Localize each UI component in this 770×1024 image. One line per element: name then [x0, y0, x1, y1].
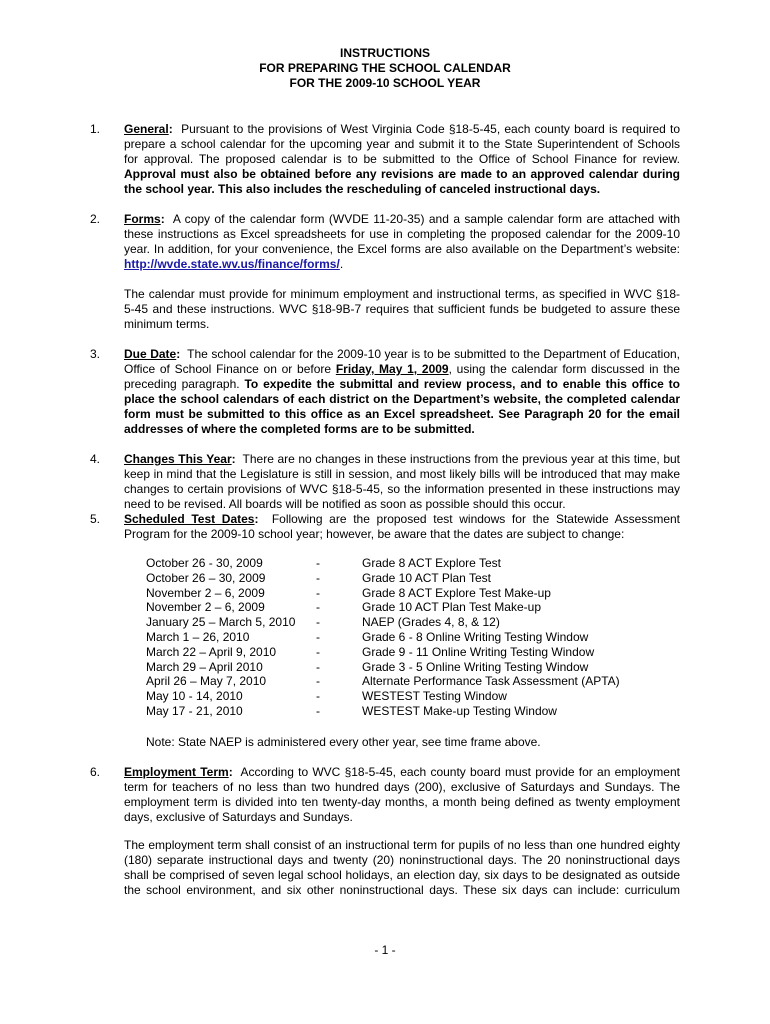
title-line-3: FOR THE 2009-10 SCHOOL YEAR — [289, 76, 481, 90]
test-name: Grade 10 ACT Plan Test — [362, 570, 491, 585]
section-tests — [124, 512, 680, 542]
test-separator: - — [316, 556, 320, 570]
test-separator: - — [316, 703, 320, 718]
test-name: NAEP (Grades 4, 8, & 12) — [362, 615, 500, 630]
section-forms-paragraph-2 — [124, 287, 680, 332]
forms-p2-line-2: 5-45 and these instructions. WVC §18-9B-7 requires that sufficient funds be budgeted to assure these — [124, 302, 680, 316]
test-date: April 26 – May 7, 2010 — [146, 674, 267, 689]
tests-note: Note: State NAEP is administered every other year, see time frame above. — [146, 735, 541, 749]
item-number-4: 4. — [90, 452, 101, 466]
general-line-2: prepare a school calendar for the upcoming year and submit it to the State Superintendent of Schools — [124, 137, 680, 151]
general-line-5: the school year. This also includes the rescheduling of canceled instructional days. — [124, 182, 601, 196]
section-general — [124, 122, 680, 197]
forms-website-link[interactable]: http://wvde.state.wv.us/finance/forms/ — [124, 257, 340, 271]
item-number-2: 2. — [90, 212, 101, 226]
section-forms — [124, 212, 680, 272]
due-date-deadline: Friday, May 1, 2009 — [335, 362, 449, 376]
changes-line-4: need to be revised. All boards will be notified as soon as possible should this occur. — [124, 497, 566, 511]
due-date-line-2: Office of School Finance on or before Friday, May 1, 2009, using the calendar form discussed in the — [124, 362, 680, 376]
title-line-2: FOR PREPARING THE SCHOOL CALENDAR — [259, 61, 511, 75]
general-heading: General — [124, 122, 169, 136]
test-name: Grade 8 ACT Explore Test Make-up — [362, 585, 551, 600]
test-date: November 2 – 6, 2009 — [146, 600, 265, 615]
test-name: Grade 6 - 8 Online Writing Testing Window — [362, 629, 589, 644]
test-date: March 22 – April 9, 2010 — [146, 644, 277, 659]
test-name: Grade 3 - 5 Online Writing Testing Window — [362, 659, 589, 674]
section-due-date — [124, 347, 680, 437]
test-separator: - — [316, 644, 320, 659]
test-separator: - — [316, 629, 320, 644]
due-date-line-5: form must be submitted to this office as an Excel spreadsheet. See Paragraph 20 for the email — [124, 407, 680, 421]
tests-line-1: Scheduled Test Dates: Following are the proposed test windows for the Statewide Assessment — [124, 512, 681, 526]
item-number-5: 5. — [90, 512, 101, 526]
test-name: Alternate Performance Task Assessment (APTA) — [362, 674, 620, 689]
general-line-4: Approval must also be obtained before any revisions are made to an approved calendar during — [124, 167, 680, 181]
test-name: Grade 8 ACT Explore Test — [362, 556, 501, 570]
employment-p2-line-4: the school environment, and six other noninstructional days. These six days can include: curriculum — [124, 883, 680, 897]
employment-p2-line-2: (180) separate instructional days and twenty (20) noninstructional days. The 20 noninstructional days — [124, 853, 680, 867]
section-changes — [124, 452, 680, 512]
test-date: October 26 - 30, 2009 — [146, 556, 263, 570]
test-name: WESTEST Make-up Testing Window — [362, 703, 557, 718]
test-date: November 2 – 6, 2009 — [146, 585, 265, 600]
item-number-3: 3. — [90, 347, 101, 361]
forms-p2-line-1: The calendar must provide for minimum employment and instructional terms, as specified in WVC §18- — [124, 287, 680, 301]
forms-line-2: these instructions as Excel spreadsheets for use in completing the proposed calendar for the 2009-10 — [124, 227, 680, 241]
forms-line-1: Forms: A copy of the calendar form (WVDE 11-20-35) and a sample calendar form are attached with — [124, 212, 680, 226]
test-date: March 29 – April 2010 — [146, 659, 263, 674]
tests-line-2: Program for the 2009-10 school year; however, be aware that the dates are subject to change: — [124, 527, 625, 541]
test-date: March 1 – 26, 2010 — [146, 629, 250, 644]
test-separator: - — [316, 570, 320, 585]
changes-line-1: Changes This Year: There are no changes in these instructions from the previous year at this time, but — [124, 452, 681, 466]
general-line-3: for approval. The proposed calendar is to be submitted to the Office of School Finance for review. — [124, 152, 680, 166]
employment-line-3: employment term is divided into ten twenty-day months, a month being defined as twenty employment — [124, 795, 680, 809]
forms-line-3: year. In addition, for your convenience, the Excel forms are also available on the Department’s website: — [124, 242, 680, 256]
employment-line-4: days, exclusive of Saturdays and Sundays. — [124, 810, 353, 824]
test-date: October 26 – 30, 2009 — [146, 570, 266, 585]
test-date: May 10 - 14, 2010 — [146, 689, 243, 704]
changes-line-2: keep in mind that the Legislature is still in session, and most likely bills will be introduced that may make — [124, 467, 680, 481]
due-date-line-4: place the school calendars of each district on the Department’s website, the completed calendar — [124, 392, 680, 406]
test-separator: - — [316, 659, 320, 674]
due-date-line-1: Due Date: The school calendar for the 2009-10 year is to be submitted to the Department of Education, — [124, 347, 681, 361]
document-title — [0, 46, 770, 91]
employment-line-1: Employment Term: According to WVC §18-5-45, each county board must provide for an employment — [124, 765, 680, 779]
item-number-6: 6. — [90, 765, 101, 779]
test-name: Grade 10 ACT Plan Test Make-up — [362, 600, 541, 615]
section-employment — [124, 765, 680, 825]
general-line-1: General: Pursuant to the provisions of West Virginia Code §18-5-45, each county board is required to — [124, 122, 681, 136]
item-number-1: 1. — [90, 122, 101, 136]
test-separator: - — [316, 585, 320, 600]
forms-p2-line-3: minimum terms. — [124, 317, 210, 331]
test-date: January 25 – March 5, 2010 — [146, 615, 296, 630]
test-separator: - — [316, 600, 320, 615]
changes-line-3: changes to certain provisions of WVC §18-5-45, so the information presented in these instructions may — [124, 482, 680, 496]
test-name: Grade 9 - 11 Online Writing Testing Window — [362, 644, 595, 659]
due-date-heading: Due Date — [124, 347, 177, 361]
section-employment-paragraph-2 — [124, 838, 680, 898]
page-number: - 1 - — [374, 943, 396, 957]
employment-line-2: term for teachers of no less than two hundred days (200), exclusive of Saturdays and Sundays. The — [124, 780, 680, 794]
forms-heading: Forms — [124, 212, 161, 226]
employment-p2-line-1: The employment term shall consist of an instructional term for pupils of no less than one hundred eighty — [124, 838, 680, 852]
test-date: May 17 - 21, 2010 — [146, 703, 243, 718]
due-date-line-6: addresses of where the completed forms are to be submitted. — [124, 422, 475, 436]
forms-line-4: http://wvde.state.wv.us/finance/forms/. — [124, 257, 344, 271]
changes-heading: Changes This Year — [124, 452, 232, 466]
tests-heading: Scheduled Test Dates — [124, 512, 255, 526]
due-date-line-3: preceding paragraph. To expedite the submittal and review process, and to enable this office to — [124, 377, 680, 391]
employment-heading: Employment Term — [124, 765, 229, 779]
test-separator: - — [316, 674, 320, 689]
title-line-1: INSTRUCTIONS — [340, 46, 430, 60]
test-name: WESTEST Testing Window — [362, 689, 507, 704]
employment-p2-line-3: shall be comprised of seven legal school holidays, an election day, six days to be designated as outside — [124, 868, 680, 882]
test-separator: - — [316, 615, 320, 630]
test-separator: - — [316, 689, 320, 704]
